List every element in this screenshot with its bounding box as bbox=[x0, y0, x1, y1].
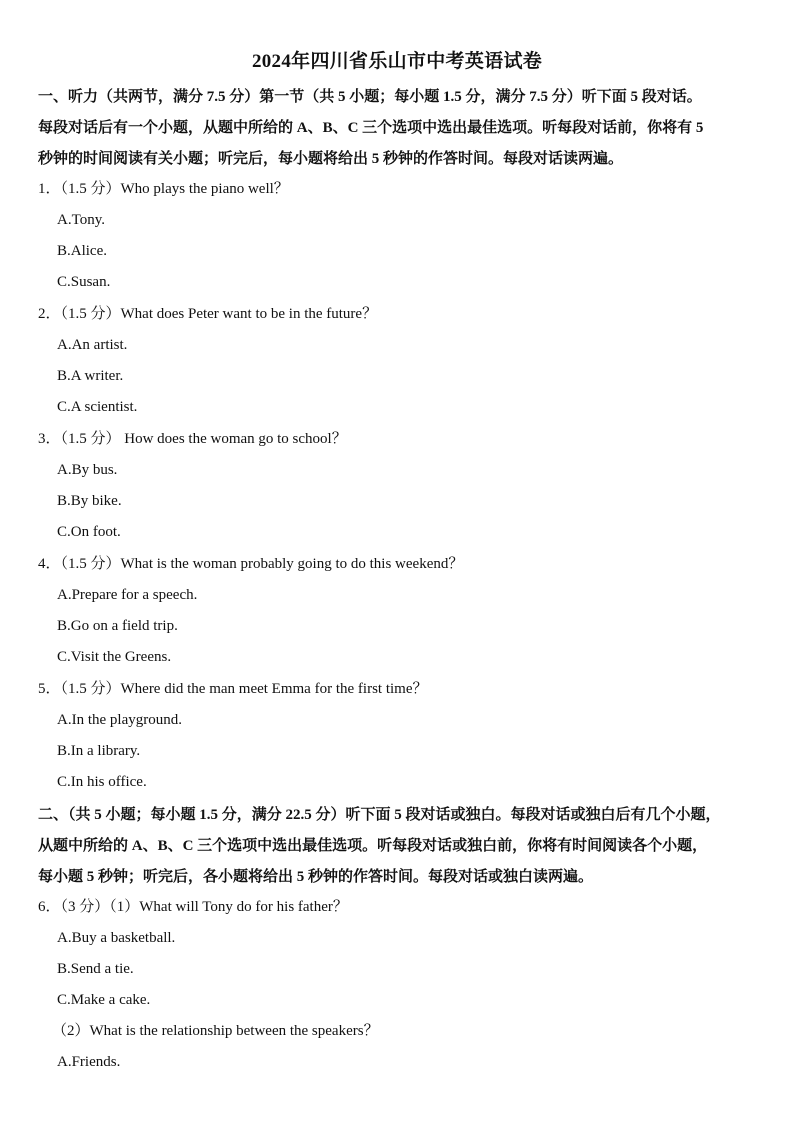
question-2-option-b: B.A writer. bbox=[57, 368, 124, 384]
question-6-1-option-c: C.Make a cake. bbox=[57, 992, 151, 1008]
section-1-line: 秒钟的时间阅读有关小题；听完后，每小题将给出 5 秒钟的作答时间。每段对话读两遍。 bbox=[38, 151, 624, 167]
question-2-stem: 2．（1.5 分）What does Peter want to be in the future？ bbox=[38, 306, 378, 322]
question-3-option-c: C.On foot. bbox=[57, 524, 121, 540]
section-1-instructions bbox=[38, 82, 760, 175]
question-5-stem: 5．（1.5 分）Where did the man meet Emma for the first time？ bbox=[38, 681, 428, 697]
question-4-option-c: C.Visit the Greens. bbox=[57, 649, 172, 665]
section-2-instructions bbox=[38, 800, 760, 893]
question-5-option-c: C.In his office. bbox=[57, 774, 147, 790]
question-6-stem: 6．（3 分）（1）What will Tony do for his father？ bbox=[38, 899, 348, 915]
question-6-2-option-a: A.Friends. bbox=[57, 1054, 121, 1070]
section-1-line: 一、听力（共两节，满分 7.5 分）第一节（共 5 小题；每小题 1.5 分，满分 7.5 分）听下面 5 段对话。 bbox=[38, 89, 702, 105]
question-6-1-option-a: A.Buy a basketball. bbox=[57, 930, 176, 946]
section-1-line: 每段对话后有一个小题，从题中所给的 A、B、C 三个选项中选出最佳选项。听每段对话前，你将有 5 bbox=[38, 120, 704, 136]
question-1-stem: 1．（1.5 分）Who plays the piano well？ bbox=[38, 181, 289, 197]
question-3-option-a: A.By bus. bbox=[57, 462, 118, 478]
question-5-option-b: B.In a library. bbox=[57, 743, 141, 759]
question-4-option-b: B.Go on a field trip. bbox=[57, 618, 178, 634]
section-2-line: 二、（共 5 小题；每小题 1.5 分，满分 22.5 分）听下面 5 段对话或独白。每段对话或独白后有几个小题， bbox=[38, 807, 721, 823]
question-4-option-a: A.Prepare for a speech. bbox=[57, 587, 198, 603]
question-4-stem: 4．（1.5 分）What is the woman probably going to do this weekend？ bbox=[38, 556, 464, 572]
section-2-line: 从题中所给的 A、B、C 三个选项中选出最佳选项。听每段对话或独白前，你将有时间阅读各个小题， bbox=[38, 838, 708, 854]
question-1-option-a: A.Tony. bbox=[57, 212, 105, 228]
question-1-option-b: B.Alice. bbox=[57, 243, 107, 259]
question-1-option-c: C.Susan. bbox=[57, 274, 111, 290]
page-title: 2024年四川省乐山市中考英语试卷 bbox=[251, 51, 543, 72]
question-2-option-c: C.A scientist. bbox=[57, 399, 138, 415]
question-5-option-a: A.In the playground. bbox=[57, 712, 182, 728]
section-2-line: 每小题 5 秒钟；听完后，各小题将给出 5 秒钟的作答时间。每段对话或独白读两遍。 bbox=[38, 869, 594, 885]
question-3-option-b: B.By bike. bbox=[57, 493, 122, 509]
question-6-1-option-b: B.Send a tie. bbox=[57, 961, 134, 977]
question-3-stem: 3．（1.5 分） How does the woman go to school？ bbox=[38, 431, 347, 447]
question-2-option-a: A.An artist. bbox=[57, 337, 128, 353]
question-6-2-stem: （2）What is the relationship between the speakers？ bbox=[52, 1023, 379, 1039]
